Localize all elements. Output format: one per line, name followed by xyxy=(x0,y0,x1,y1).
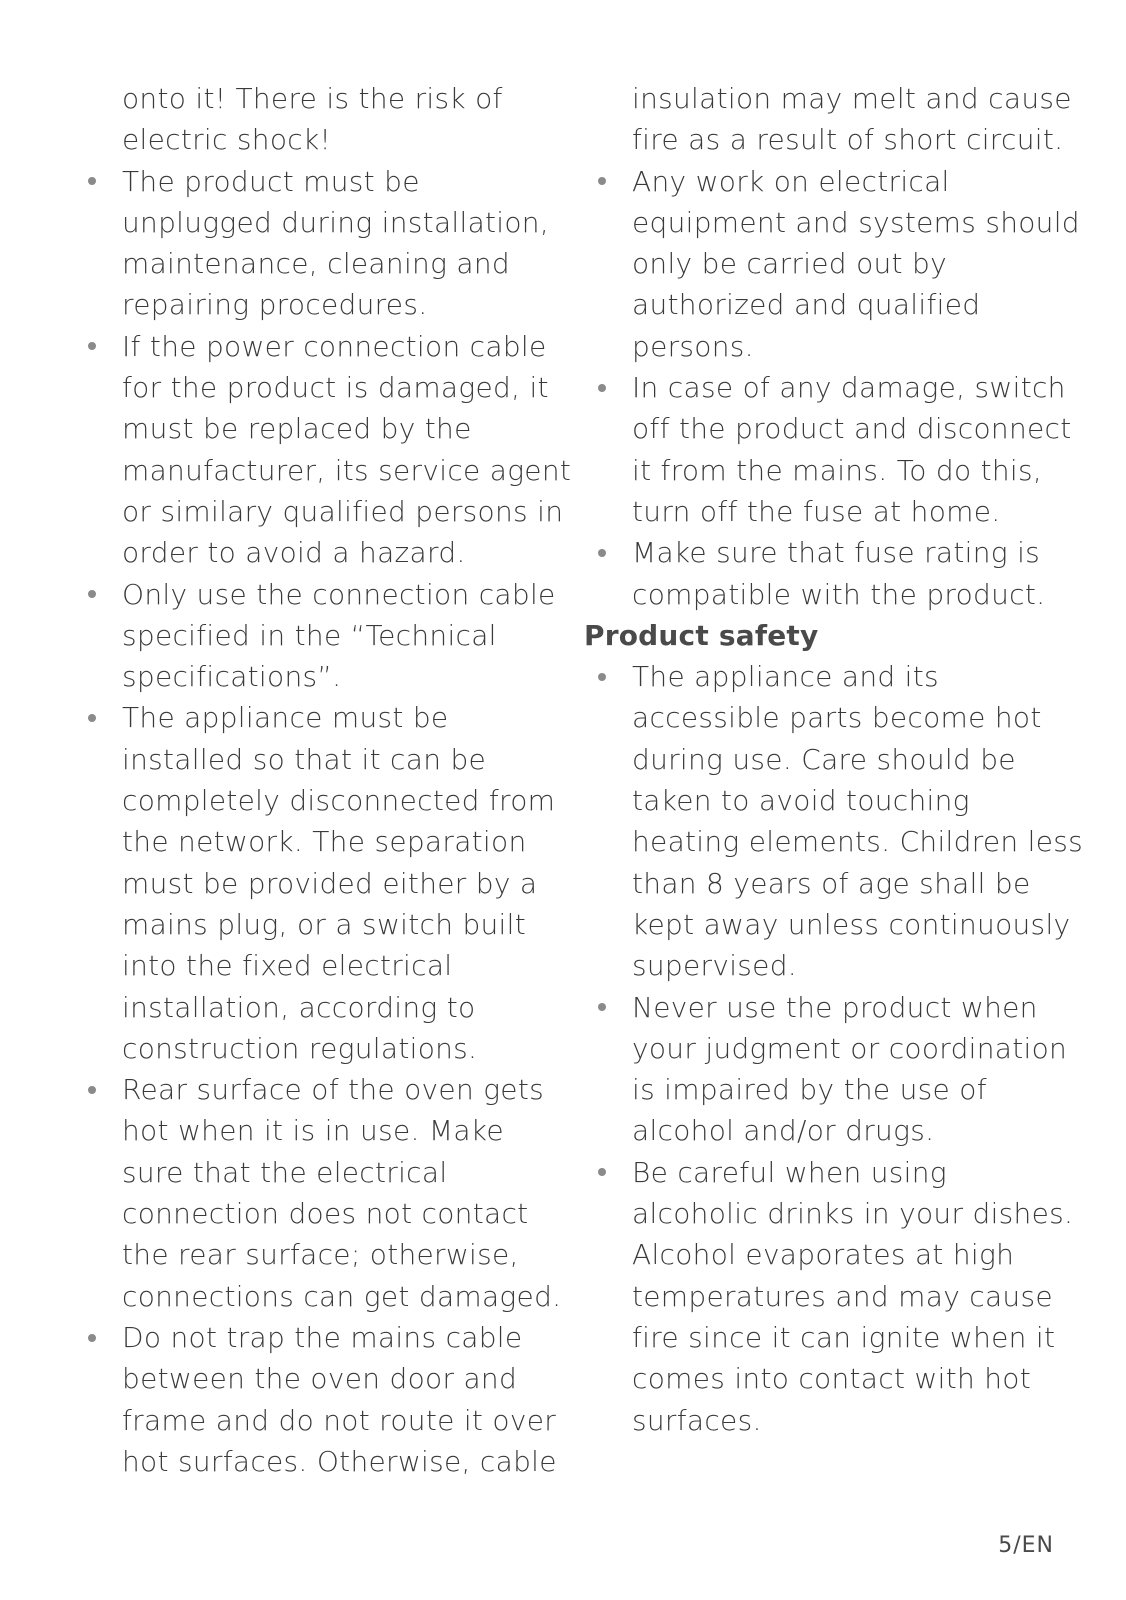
text-line: must be replaced by the xyxy=(122,412,472,446)
text-line: manufacturer, its service agent xyxy=(122,453,572,487)
text-line: specifications”. xyxy=(122,660,342,694)
list-item xyxy=(632,532,1062,615)
bullet-icon xyxy=(87,1317,97,1358)
continuation-text xyxy=(632,78,1072,161)
list-item xyxy=(632,161,1080,367)
text-line: equipment and systems should xyxy=(632,205,1080,239)
bullet-icon xyxy=(87,326,97,367)
list-item xyxy=(122,1317,557,1482)
text-line: mains plug, or a switch built xyxy=(122,907,526,941)
list-item xyxy=(632,1152,1074,1441)
text-line: authorized and qualified xyxy=(632,288,981,322)
list-item xyxy=(122,574,556,698)
bullet-icon xyxy=(597,987,607,1028)
text-line: for the product is damaged, it xyxy=(122,371,549,405)
text-line: The appliance must be xyxy=(122,701,449,735)
text-line: kept away unless continuously xyxy=(632,907,1071,941)
bullet-icon xyxy=(87,1069,97,1110)
text-line: than 8 years of age shall be xyxy=(632,866,1031,900)
text-line: only be carried out by xyxy=(632,247,947,281)
text-line: insulation may melt and cause xyxy=(632,82,1072,115)
text-line: Do not trap the mains cable xyxy=(122,1320,523,1354)
text-line: taken to avoid touching xyxy=(632,784,970,818)
bullet-icon xyxy=(597,1152,607,1193)
text-line: sure that the electrical xyxy=(122,1155,448,1189)
list-item xyxy=(122,697,556,1069)
right-column xyxy=(584,78,1084,1441)
text-line: completely disconnected from xyxy=(122,784,556,818)
text-line: between the oven door and xyxy=(122,1362,518,1396)
text-line: Never use the product when xyxy=(632,990,1038,1024)
continuation-text xyxy=(122,78,552,161)
bullet-icon xyxy=(87,697,97,738)
text-line: temperatures and may cause xyxy=(632,1279,1053,1313)
text-line: Make sure that fuse rating is xyxy=(632,536,1041,570)
text-line: order to avoid a hazard. xyxy=(122,536,466,570)
text-line: maintenance, cleaning and xyxy=(122,247,510,281)
text-line: hot when it is in use. Make xyxy=(122,1114,504,1148)
text-line: your judgment or coordination xyxy=(632,1031,1068,1065)
text-line: repairing procedures. xyxy=(122,288,428,322)
text-line: connection does not contact xyxy=(122,1197,529,1231)
list-item xyxy=(632,656,1084,986)
bullet-icon xyxy=(87,161,97,202)
left-column xyxy=(122,78,572,1482)
text-line: off the product and disconnect xyxy=(632,412,1072,446)
text-line: Any work on electrical xyxy=(632,164,950,198)
text-line: In case of any damage, switch xyxy=(632,371,1066,405)
list-item xyxy=(632,987,1068,1152)
text-line: turn off the fuse at home. xyxy=(632,494,1001,528)
list-item xyxy=(122,161,552,326)
text-line: comes into contact with hot xyxy=(632,1362,1031,1396)
text-line: the rear surface; otherwise, xyxy=(122,1238,519,1272)
text-line: onto it! There is the risk of xyxy=(122,82,503,115)
text-line: Alcohol evaporates at high xyxy=(632,1238,1015,1272)
bullet-icon xyxy=(597,367,607,408)
list-item xyxy=(122,1069,562,1317)
text-line: installed so that it can be xyxy=(122,742,487,776)
list-item xyxy=(632,367,1072,532)
text-line: frame and do not route it over xyxy=(122,1403,557,1437)
text-line: hot surfaces. Otherwise, cable xyxy=(122,1444,557,1478)
text-line: specified in the “Technical xyxy=(122,618,497,652)
text-line: unplugged during installation, xyxy=(122,205,550,239)
text-line: construction regulations. xyxy=(122,1031,478,1065)
text-line: fire as a result of short circuit. xyxy=(632,123,1064,157)
list-item xyxy=(122,326,572,574)
text-line: fire since it can ignite when it xyxy=(632,1320,1056,1354)
text-line: supervised. xyxy=(632,949,797,983)
text-line: into the fixed electrical xyxy=(122,949,453,983)
text-line: alcoholic drinks in your dishes. xyxy=(632,1197,1074,1231)
text-line: The product must be xyxy=(122,164,420,198)
text-line: during use. Care should be xyxy=(632,742,1016,776)
text-line: must be provided either by a xyxy=(122,866,538,900)
text-line: surfaces. xyxy=(632,1403,762,1437)
text-line: or similary qualified persons in xyxy=(122,494,564,528)
text-line: Rear surface of the oven gets xyxy=(122,1073,544,1107)
bullet-icon xyxy=(597,532,607,573)
text-line: compatible with the product. xyxy=(632,577,1046,611)
text-line: The appliance and its xyxy=(632,660,939,694)
page-number: 5/EN xyxy=(998,1533,1054,1558)
text-line: connections can get damaged. xyxy=(122,1279,562,1313)
text-line: electric shock! xyxy=(122,123,331,157)
bullet-icon xyxy=(597,161,607,202)
text-line: accessible parts become hot xyxy=(632,701,1042,735)
bullet-icon xyxy=(597,656,607,697)
text-line: Be careful when using xyxy=(632,1155,947,1189)
section-heading: Product safety xyxy=(584,618,819,652)
text-line: installation, according to xyxy=(122,990,476,1024)
text-line: If the power connection cable xyxy=(122,329,547,363)
bullet-icon xyxy=(87,574,97,615)
text-line: Only use the connection cable xyxy=(122,577,556,611)
text-line: persons. xyxy=(632,329,754,363)
text-line: heating elements. Children less xyxy=(632,825,1084,859)
text-line: is impaired by the use of xyxy=(632,1073,987,1107)
text-line: alcohol and/or drugs. xyxy=(632,1114,935,1148)
text-line: it from the mains. To do this, xyxy=(632,453,1043,487)
text-line: the network. The separation xyxy=(122,825,527,859)
